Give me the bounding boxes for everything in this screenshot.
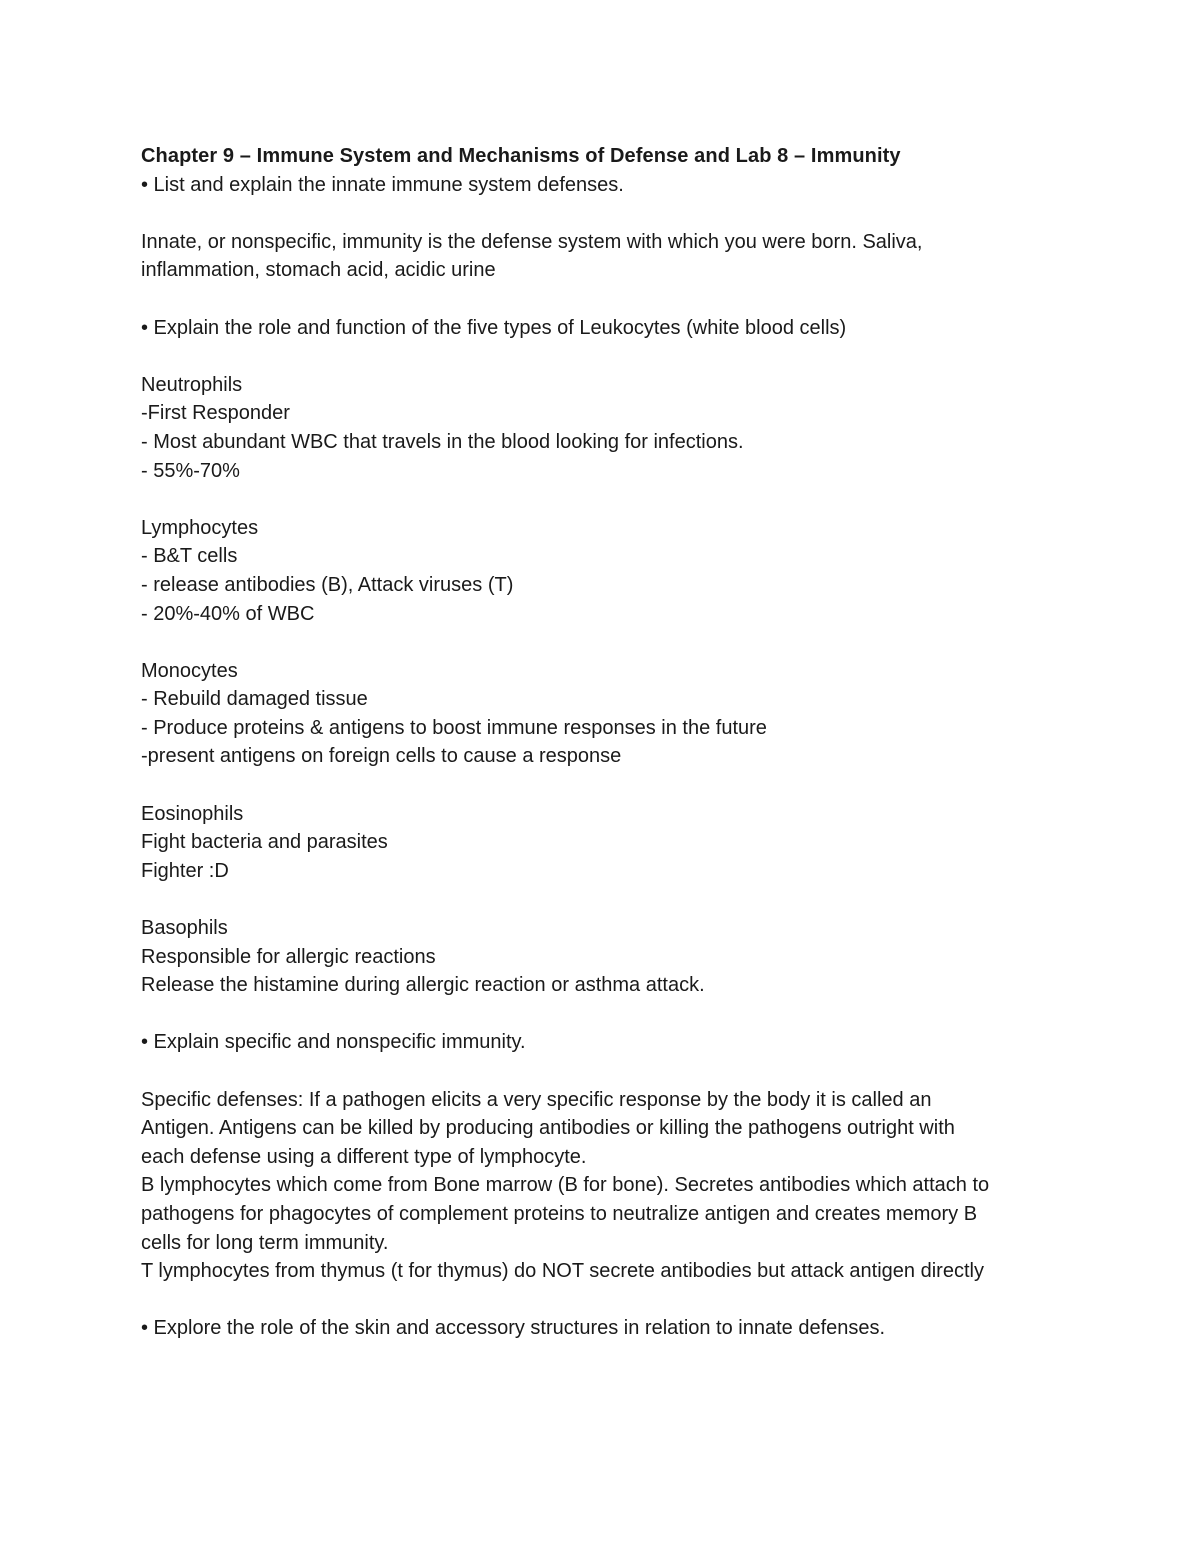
neutrophils-line: - 55%-70% [141, 459, 240, 482]
eosinophils-line: Fight bacteria and parasites [141, 831, 388, 854]
spacer [141, 885, 1101, 914]
innate-paragraph-line: Innate, or nonspecific, immunity is the defense system with which you were born. Saliva, [141, 230, 923, 253]
spacer [141, 342, 1101, 371]
specific-paragraph-line: T lymphocytes from thymus (t for thymus) do NOT secrete antibodies but attack antigen directly [141, 1260, 984, 1283]
monocytes-title: Monocytes [141, 659, 238, 682]
lymphocytes-line: - release antibodies (B), Attack viruses (T) [141, 573, 514, 596]
specific-paragraph-line: pathogens for phagocytes of complement proteins to neutralize antigen and creates memory B [141, 1202, 978, 1225]
spacer [141, 1057, 1101, 1086]
question-skin-defenses: • Explore the role of the skin and accessory structures in relation to innate defenses. [141, 1317, 886, 1340]
monocytes-line: -present antigens on foreign cells to cause a response [141, 745, 622, 768]
specific-paragraph-line: Antigen. Antigens can be killed by producing antibodies or killing the pathogens outright with [141, 1117, 955, 1140]
neutrophils-title: Neutrophils [141, 373, 243, 396]
basophils-title: Basophils [141, 917, 228, 940]
innate-paragraph-line: inflammation, stomach acid, acidic urine [141, 259, 496, 282]
eosinophils-line: Fighter :D [141, 859, 229, 882]
spacer [141, 771, 1101, 800]
specific-paragraph-line: B lymphocytes which come from Bone marrow (B for bone). Secretes antibodies which attach to [141, 1174, 990, 1197]
question-innate-defenses: • List and explain the innate immune system defenses. [141, 173, 624, 196]
basophils-line: Release the histamine during allergic reaction or asthma attack. [141, 974, 705, 997]
document-page [141, 142, 1101, 1343]
neutrophils-line: - Most abundant WBC that travels in the blood looking for infections. [141, 430, 744, 453]
question-leukocytes: • Explain the role and function of the five types of Leukocytes (white blood cells) [141, 316, 847, 339]
spacer [141, 285, 1101, 314]
specific-paragraph-line: cells for long term immunity. [141, 1231, 389, 1254]
specific-paragraph-line: each defense using a different type of lymphocyte. [141, 1145, 587, 1168]
chapter-heading: Chapter 9 – Immune System and Mechanisms of Defense and Lab 8 – Immunity [141, 145, 901, 167]
spacer [141, 199, 1101, 228]
spacer [141, 1000, 1101, 1029]
basophils-line: Responsible for allergic reactions [141, 945, 436, 968]
lymphocytes-line: - B&T cells [141, 545, 238, 568]
eosinophils-title: Eosinophils [141, 802, 244, 825]
spacer [141, 485, 1101, 514]
lymphocytes-line: - 20%-40% of WBC [141, 602, 315, 625]
question-specific-immunity: • Explain specific and nonspecific immunity. [141, 1031, 526, 1054]
spacer [141, 628, 1101, 657]
lymphocytes-title: Lymphocytes [141, 516, 259, 539]
specific-paragraph-line: Specific defenses: If a pathogen elicits a very specific response by the body it is called an [141, 1088, 932, 1111]
neutrophils-line: -First Responder [141, 402, 290, 425]
monocytes-line: - Rebuild damaged tissue [141, 688, 368, 711]
spacer [141, 1286, 1101, 1315]
monocytes-line: - Produce proteins & antigens to boost immune responses in the future [141, 716, 767, 739]
